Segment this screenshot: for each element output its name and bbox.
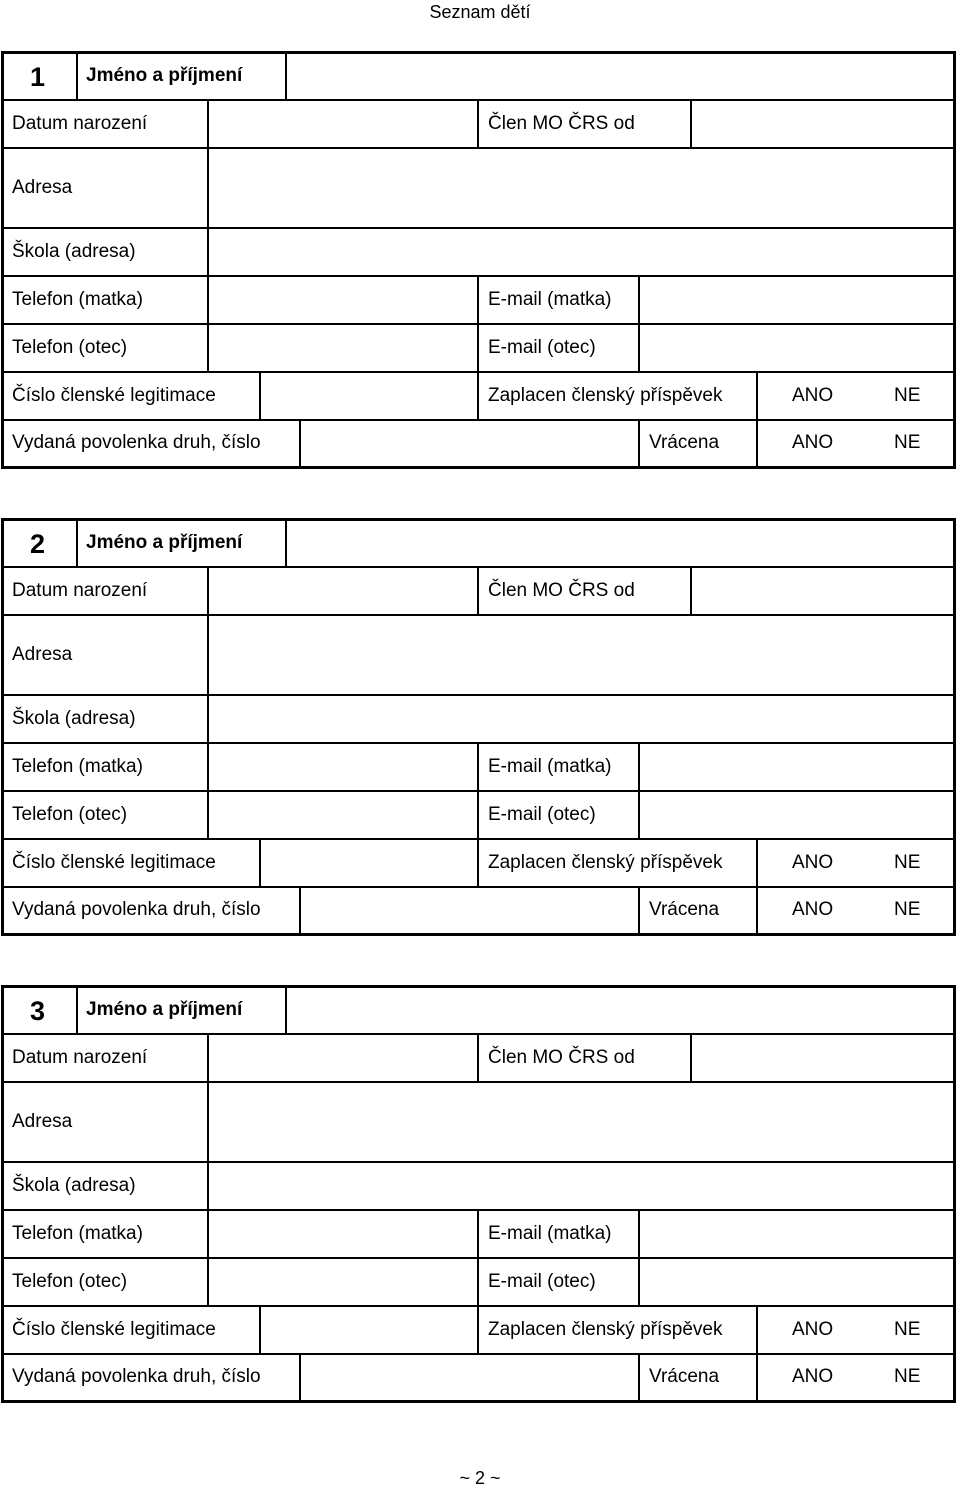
member-since-label: Člen MO ČRS od (488, 113, 635, 134)
email-mother-field[interactable] (640, 744, 953, 790)
address-field[interactable] (209, 149, 953, 227)
membership-card-field[interactable] (261, 1307, 477, 1353)
grid-line (477, 99, 479, 147)
member-since-field[interactable] (692, 1035, 953, 1081)
fee-no-option: NE (894, 385, 921, 406)
returned-no-option: NE (894, 1366, 921, 1387)
page-number: ~ 2 ~ (459, 1468, 501, 1488)
child-record-3 (1, 985, 956, 1403)
permit-field[interactable] (301, 421, 638, 466)
grid-line (477, 1209, 479, 1305)
grid-line (76, 54, 78, 99)
fee-no-option: NE (894, 852, 921, 873)
returned-yes-option: ANO (792, 1366, 834, 1387)
returned-yes-option: ANO (792, 899, 834, 920)
grid-line (76, 521, 78, 566)
permit-field[interactable] (301, 888, 638, 933)
permit-field[interactable] (301, 1355, 638, 1400)
email-mother-field[interactable] (640, 1211, 953, 1257)
address-label: Adresa (12, 644, 73, 665)
fee-yes-option: ANO (792, 852, 834, 873)
grid-line (638, 886, 640, 933)
returned-label: Vrácena (649, 899, 720, 920)
grid-line (477, 838, 479, 886)
membership-card-label: Číslo členské legitimace (12, 1319, 216, 1340)
phone-father-label: Telefon (otec) (12, 337, 128, 358)
member-since-label: Člen MO ČRS od (488, 1047, 635, 1068)
name-label: Jméno a příjmení (86, 65, 243, 86)
name-label: Jméno a příjmení (86, 999, 243, 1020)
child-record-1 (1, 51, 956, 469)
email-mother-label: E-mail (matka) (488, 1223, 612, 1244)
birth-date-field[interactable] (209, 101, 477, 147)
email-mother-label: E-mail (matka) (488, 756, 612, 777)
grid-line (477, 742, 479, 838)
record-number: 1 (30, 62, 46, 92)
fee-paid-label: Zaplacen členský příspěvek (488, 385, 723, 406)
address-label: Adresa (12, 1111, 73, 1132)
grid-line (638, 419, 640, 466)
birth-date-field[interactable] (209, 568, 477, 614)
address-field[interactable] (209, 616, 953, 694)
email-father-field[interactable] (640, 792, 953, 838)
member-since-field[interactable] (692, 568, 953, 614)
grid-line (477, 1033, 479, 1081)
phone-father-field[interactable] (209, 1259, 477, 1305)
school-field[interactable] (209, 229, 953, 275)
grid-line (756, 371, 758, 419)
membership-card-field[interactable] (261, 840, 477, 886)
school-label: Škola (adresa) (12, 241, 136, 262)
phone-mother-label: Telefon (matka) (12, 1223, 143, 1244)
returned-label: Vrácena (649, 432, 720, 453)
email-father-label: E-mail (otec) (488, 1271, 596, 1292)
phone-mother-field[interactable] (209, 1211, 477, 1257)
returned-yes-option: ANO (792, 432, 834, 453)
membership-card-field[interactable] (261, 373, 477, 419)
name-field[interactable] (287, 54, 953, 99)
email-mother-field[interactable] (640, 277, 953, 323)
grid-line (756, 1353, 758, 1400)
phone-mother-label: Telefon (matka) (12, 756, 143, 777)
membership-card-label: Číslo členské legitimace (12, 852, 216, 873)
birth-date-field[interactable] (209, 1035, 477, 1081)
permit-label: Vydaná povolenka druh, číslo (12, 432, 261, 453)
name-label: Jméno a příjmení (86, 532, 243, 553)
phone-father-field[interactable] (209, 792, 477, 838)
school-label: Škola (adresa) (12, 708, 136, 729)
fee-paid-label: Zaplacen členský příspěvek (488, 852, 723, 873)
email-father-field[interactable] (640, 325, 953, 371)
returned-no-option: NE (894, 899, 921, 920)
fee-yes-option: ANO (792, 1319, 834, 1340)
birth-date-label: Datum narození (12, 1047, 148, 1068)
phone-father-label: Telefon (otec) (12, 804, 128, 825)
returned-label: Vrácena (649, 1366, 720, 1387)
phone-mother-label: Telefon (matka) (12, 289, 143, 310)
membership-card-label: Číslo členské legitimace (12, 385, 216, 406)
phone-father-label: Telefon (otec) (12, 1271, 128, 1292)
birth-date-label: Datum narození (12, 113, 148, 134)
email-father-label: E-mail (otec) (488, 337, 596, 358)
fee-yes-option: ANO (792, 385, 834, 406)
email-father-label: E-mail (otec) (488, 804, 596, 825)
returned-no-option: NE (894, 432, 921, 453)
email-father-field[interactable] (640, 1259, 953, 1305)
address-field[interactable] (209, 1083, 953, 1161)
child-record-2 (1, 518, 956, 936)
permit-label: Vydaná povolenka druh, číslo (12, 899, 261, 920)
birth-date-label: Datum narození (12, 580, 148, 601)
phone-mother-field[interactable] (209, 744, 477, 790)
phone-father-field[interactable] (209, 325, 477, 371)
school-field[interactable] (209, 1163, 953, 1209)
grid-line (756, 886, 758, 933)
phone-mother-field[interactable] (209, 277, 477, 323)
grid-line (477, 371, 479, 419)
page-title: Seznam dětí (429, 2, 531, 22)
grid-line (477, 566, 479, 614)
permit-label: Vydaná povolenka druh, číslo (12, 1366, 261, 1387)
name-field[interactable] (287, 988, 953, 1033)
grid-line (76, 988, 78, 1033)
grid-line (477, 275, 479, 371)
fee-paid-label: Zaplacen členský příspěvek (488, 1319, 723, 1340)
address-label: Adresa (12, 177, 73, 198)
grid-line (638, 1353, 640, 1400)
grid-line (477, 1305, 479, 1353)
grid-line (756, 419, 758, 466)
fee-no-option: NE (894, 1319, 921, 1340)
school-label: Škola (adresa) (12, 1175, 136, 1196)
member-since-field[interactable] (692, 101, 953, 147)
name-field[interactable] (287, 521, 953, 566)
record-number: 3 (30, 996, 46, 1026)
grid-line (756, 1305, 758, 1353)
email-mother-label: E-mail (matka) (488, 289, 612, 310)
grid-line (756, 838, 758, 886)
member-since-label: Člen MO ČRS od (488, 580, 635, 601)
record-number: 2 (30, 529, 46, 559)
school-field[interactable] (209, 696, 953, 742)
